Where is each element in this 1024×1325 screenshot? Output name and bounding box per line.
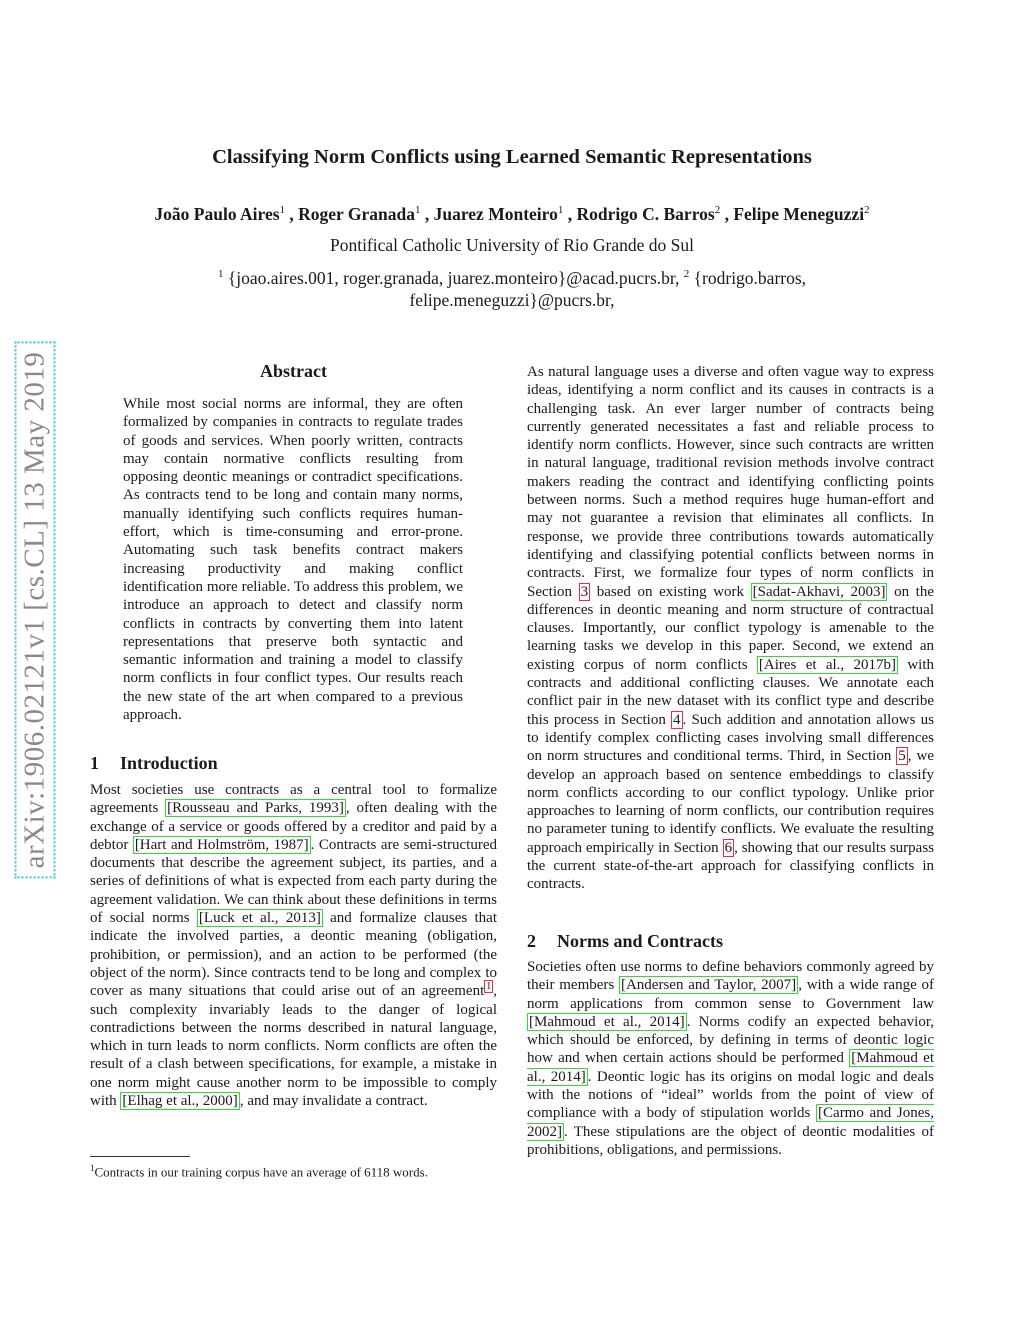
section-heading-introduction <box>90 753 218 774</box>
citation-link[interactable]: [Elhag et al., 2000] <box>122 1093 238 1110</box>
arxiv-sidebar-stamp <box>0 310 70 910</box>
footnote-divider <box>90 1156 190 1157</box>
text-run: and formalize clauses that indicate the involved parties, a deontic meaning (obligation, prohibition, or permission), and an action to be performed (the object of the norm). Since contracts tend to be long and complex to cover as many situations that could arise out of an agreement <box>90 910 498 1000</box>
section-reference-link[interactable]: 6 <box>724 839 733 856</box>
footnote <box>90 1160 497 1180</box>
section-reference-link[interactable]: 4 <box>673 711 681 728</box>
arxiv-identifier: arXiv:1906.02121v1 [cs.CL] 13 May 2019 <box>15 342 56 879</box>
author-list: João Paulo Aires$^1$ , Roger Granada$^1$ , Juarez Monteiro$^1$ , Rodrigo C. Barros$^2$ , Felipe Meneguzzi$^2$ <box>154 204 870 224</box>
footnote-text: Contracts in our training corpus have an average of 6118 words. <box>94 1164 428 1180</box>
text-run: , we develop an approach based on sentence embeddings to classify norm conflicts according to our conflict typology. Unlike prior approaches to learning of norm conflicts, our contribution requires no parameter tuning to identify conflicts. We evaluate the resulting approach empirically in Section <box>527 748 934 856</box>
email-group-2a: {rodrigo.barros, <box>693 267 807 288</box>
text-run: , often dealing with the exchange of a service or goods offered by a creditor and paid by a debtor <box>90 800 497 853</box>
section-reference-link[interactable]: 5 <box>898 748 906 765</box>
section-title: Introduction <box>120 753 218 773</box>
citation-link[interactable]: [Rousseau and Parks, 1993] <box>167 800 344 817</box>
abstract-heading: Abstract <box>260 361 327 381</box>
abstract-text: While most social norms are informal, they are often formalized by companies in contracts to regulate trades of goods and services. When poorly written, contracts may contain normative conflicts resulting from opposing deontic meanings or contradict specifications. As contracts tend to be long and contain many norms, manually identifying such conflicts requires human-effort, which is time-consuming and error-prone. Automating such task benefits contract makers increasing productivity and making conflict identification more reliable. To address this problem, we introduce an approach to detect and classify norm conflicts in contracts by converting them into latent representations that preserve both syntactic and semantic information and training a model to classify norm conflicts in four conflict types. Our results reach the new state of the art when compared to a previous approach. <box>123 396 463 724</box>
email-affiliation-mark: 1 <box>217 268 224 280</box>
paper-title: Classifying Norm Conflicts using Learned Semantic Representations <box>212 146 812 168</box>
text-run: As natural language uses a diverse and often vague way to express ideas, identifying a norm conflict and its causes in contracts is a challenging task. An ever larger number of contracts being currently generated necessitates a fast and reliable process to identify norm conflicts. However, since such contracts are written in natural language, traditional revision methods involve contract makers reading the contract and identifying conflicting points between norms. Such a method requires huge human-effort and may not guarantee a revision that eliminates all conflicts. In response, we provide three contributions towards automatically identifying and classifying potential conflicts between norms in contracts. First, we formalize four types of norm conflicts in Section <box>527 364 934 600</box>
author-affiliation-mark: 1 <box>557 204 564 217</box>
author-name: Juarez Monteiro <box>433 204 558 224</box>
text-run: , such complexity invariably leads to the danger of logical contradictions between the norms described in natural language, which in turn leads to norm conflicts. Norm conflicts are often the result of a clash between specifications, for example, a mistake in one norm might cause another norm to be impossible to comply with <box>90 983 497 1110</box>
citation-link[interactable]: [Andersen and Taylor, 2007] <box>620 977 797 994</box>
author-affiliation-mark: 2 <box>714 204 721 217</box>
text-run: . Norms codify an expected behavior, which should be enforced, by defining in terms of deontic logic how and when certain actions should be performed <box>527 1013 934 1067</box>
author-name: Felipe Meneguzzi <box>733 204 865 224</box>
email-affiliation-mark: 2 <box>683 268 690 280</box>
author-affiliation-mark: 2 <box>864 204 870 217</box>
footnote-link[interactable]: 1 <box>486 981 492 993</box>
section-reference-link[interactable]: 3 <box>580 583 589 600</box>
section-title: Norms and Contracts <box>557 931 723 951</box>
section-number: 1 <box>90 753 99 773</box>
text-run: . Such addition and annotation allows us to identify complex conflicting cases involving small differences on norm structures and conditional terms. Third, in Section <box>527 711 934 765</box>
norms-paragraph <box>527 958 934 1159</box>
text-run: based on existing work <box>590 583 751 600</box>
text-run: on the differences in deontic meaning and norm structure of contractual clauses. Importantly, our conflict typology is amenable to the learning tasks we develop in this paper. Second, we extend an existing corpus of norm conflicts <box>527 583 935 673</box>
introduction-paragraph <box>90 781 497 1110</box>
citation-link[interactable]: [Sadat-Akhavi, 2003] <box>752 583 886 600</box>
section-heading-norms-and-contracts <box>527 931 723 952</box>
text-run: , with a wide range of norm applications from common sense to Government law <box>527 977 934 1012</box>
email-group-1: {joao.aires.001, roger.granada, juarez.monteiro}@acad.pucrs.br, <box>227 267 680 288</box>
author-name: Rodrigo C. Barros <box>576 204 715 224</box>
section-number: 2 <box>527 931 536 951</box>
affiliation: Pontifical Catholic University of Rio Grande do Sul <box>329 235 695 255</box>
footnote-mark: 1 <box>90 1163 95 1173</box>
author-name: João Paulo Aires <box>154 204 280 224</box>
citation-link[interactable]: [Aires et al., 2017b] <box>758 656 897 673</box>
citation-link[interactable]: [Hart and Holmström, 1987] <box>134 836 309 853</box>
author-affiliation-mark: 1 <box>414 204 421 217</box>
text-run: , showing that our results surpass the current state-of-the-art approach for classifying conflicts in contracts. <box>527 839 934 893</box>
text-run: . Deontic logic has its origins on modal logic and deals with the notions of “ideal” worlds from the point of view of compliance with a body of stipulation worlds <box>527 1068 934 1122</box>
text-run: . These stipulations are the object of deontic modalities of prohibitions, obligations, and permissions. <box>527 1123 934 1158</box>
author-emails <box>170 263 854 311</box>
author-affiliation-mark: 1 <box>279 204 286 217</box>
author-name: Roger Granada <box>298 204 415 224</box>
text-run: with contracts and additional conflicting clauses. We annotate each conflict pair in the new dataset with its conflict type and describe this process in Section <box>527 656 935 728</box>
citation-link[interactable]: [Carmo and Jones, 2002] <box>527 1105 934 1140</box>
citation-link[interactable]: [Mahmoud et al., 2014] <box>527 1050 935 1085</box>
text-run: . Contracts are semi-structured documents that describe the agreement subject, its parties, and a series of definitions of what is expected from each party during the agreement validation. We can think about these definitions in terms of social norms <box>90 836 497 927</box>
text-run: Most societies use contracts as a central tool to formalize agreements <box>90 782 497 817</box>
text-run: Societies often use norms to define behaviors commonly agreed by their members <box>527 959 934 994</box>
citation-link[interactable]: [Mahmoud et al., 2014] <box>529 1013 685 1030</box>
citation-link[interactable]: [Luck et al., 2013] <box>198 910 321 927</box>
text-run: , and may invalidate a contract. <box>239 1093 428 1110</box>
contributions-paragraph <box>527 363 934 894</box>
email-group-2b: felipe.meneguzzi}@pucrs.br, <box>409 289 615 310</box>
